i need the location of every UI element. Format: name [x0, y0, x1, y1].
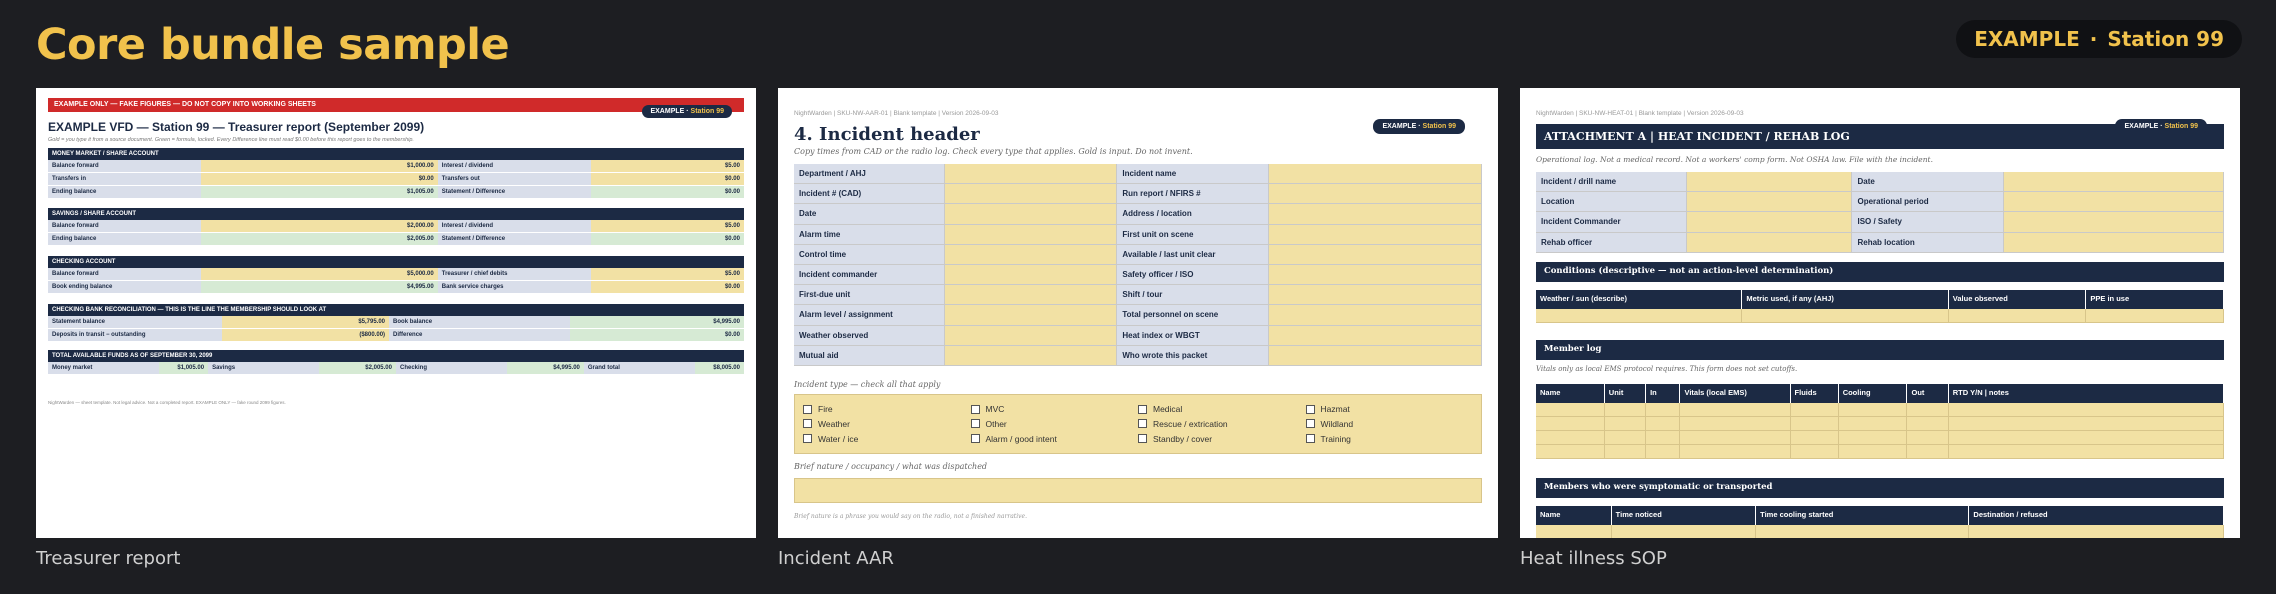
- field-label: Who wrote this packet: [1117, 346, 1268, 365]
- row-label: Book balance: [389, 316, 570, 328]
- checkbox[interactable]: [1306, 434, 1315, 443]
- ledger-row: [48, 329, 744, 342]
- field-label: Total personnel on scene: [1117, 305, 1268, 324]
- ledger-row: [48, 186, 744, 199]
- field-input[interactable]: [1269, 245, 1482, 264]
- field-label: ISO / Safety: [1852, 212, 2003, 231]
- section-header: TOTAL AVAILABLE FUNDS AS OF SEPTEMBER 30, 2099: [48, 350, 744, 362]
- symptomatic-table-header: [1536, 506, 2224, 525]
- field-input[interactable]: [945, 164, 1117, 183]
- field-label: Run report / NFIRS #: [1117, 184, 1268, 203]
- row-value[interactable]: $8,005.00: [695, 362, 744, 374]
- field-input[interactable]: [1269, 204, 1482, 223]
- preview-badge: EXAMPLE · Station 99: [2115, 119, 2207, 134]
- field-label: Incident # (CAD): [794, 184, 945, 203]
- row-label: Book ending balance: [48, 281, 201, 293]
- preview-badge: EXAMPLE · Station 99: [1373, 119, 1465, 134]
- field-input[interactable]: [1687, 233, 1852, 252]
- table-cell[interactable]: [1791, 445, 1839, 459]
- field-label: Location: [1536, 192, 1687, 211]
- field-input[interactable]: [1269, 346, 1482, 365]
- table-cell[interactable]: [1536, 309, 1742, 323]
- table-cell[interactable]: [1646, 417, 1680, 431]
- incident-type-option[interactable]: [803, 403, 971, 416]
- column-header: Destination / refused: [1969, 506, 2224, 525]
- table-cell[interactable]: [1949, 403, 2224, 417]
- checkbox-label: Medical: [1153, 404, 1183, 415]
- field-input[interactable]: [1269, 164, 1482, 183]
- column-header: Value observed: [1949, 290, 2087, 309]
- report-title: EXAMPLE VFD — Station 99 — Treasurer report (September 2099): [48, 120, 425, 134]
- field-label: Rehab officer: [1536, 233, 1687, 252]
- incident-type-option[interactable]: [971, 418, 1139, 431]
- table-cell[interactable]: [1907, 417, 1948, 431]
- badge-separator: ·: [2089, 27, 2098, 51]
- field-input[interactable]: [945, 305, 1117, 324]
- checkbox[interactable]: [1138, 405, 1147, 414]
- row-value[interactable]: $0.00: [570, 329, 744, 341]
- row-value[interactable]: $0.00: [591, 281, 744, 293]
- table-cell[interactable]: [1949, 417, 2224, 431]
- row-label: Transfers out: [438, 173, 591, 185]
- checkbox-label: Other: [985, 418, 1007, 429]
- account-section: [48, 208, 744, 246]
- row-value[interactable]: $2,000.00: [201, 220, 438, 232]
- row-value[interactable]: $0.00: [201, 173, 438, 185]
- incident-type-option[interactable]: [803, 418, 971, 431]
- brief-nature-field[interactable]: [794, 478, 1482, 503]
- info-row: [1536, 233, 2224, 253]
- row-value[interactable]: $5,795.00: [222, 316, 389, 328]
- table-cell[interactable]: [1839, 417, 1908, 431]
- checkbox-label: Alarm / good intent: [985, 433, 1057, 444]
- member-log-note: Vitals only as local EMS protocol requires. This form does not set cutoffs.: [1536, 365, 1798, 373]
- row-value[interactable]: $1,005.00: [159, 362, 208, 374]
- field-label: Alarm time: [794, 225, 945, 244]
- row-value[interactable]: $5.00: [591, 160, 744, 172]
- table-cell[interactable]: [1680, 445, 1790, 459]
- conditions-table-header: [1536, 290, 2224, 309]
- ledger-row: [48, 233, 744, 246]
- column-header: PPE in use: [2086, 290, 2224, 309]
- table-cell[interactable]: [1612, 525, 1756, 538]
- attachment-subtitle: Operational log. Not a medical record. Not a workers' comp form. Not OSHA law. File with the incident.: [1536, 155, 1933, 164]
- column-header: Fluids: [1791, 384, 1839, 403]
- field-input[interactable]: [1687, 172, 1852, 191]
- table-cell[interactable]: [1756, 525, 1969, 538]
- row-value[interactable]: $4,995.00: [201, 281, 438, 293]
- attachment-title: ATTACHMENT A | HEAT INCIDENT / REHAB LOG: [1536, 124, 2224, 149]
- ledger-row: [48, 173, 744, 186]
- account-section: [48, 148, 744, 199]
- field-input[interactable]: [1269, 184, 1482, 203]
- row-label: Money market: [48, 362, 159, 374]
- heat-illness-sop-preview[interactable]: [1520, 88, 2240, 538]
- table-cell[interactable]: [1839, 403, 1908, 417]
- field-label: Available / last unit clear: [1117, 245, 1268, 264]
- checkbox[interactable]: [971, 405, 980, 414]
- field-label: Operational period: [1852, 192, 2003, 211]
- warning-banner: EXAMPLE ONLY — FAKE FIGURES — DO NOT COPY INTO WORKING SHEETS: [48, 98, 744, 112]
- row-label: Interest / dividend: [438, 220, 591, 232]
- table-cell[interactable]: [1646, 403, 1680, 417]
- treasurer-report-preview[interactable]: [36, 88, 756, 538]
- table-cell[interactable]: [1791, 403, 1839, 417]
- checkbox-label: Water / ice: [818, 433, 859, 444]
- row-value[interactable]: $0.00: [591, 173, 744, 185]
- header-row: [794, 245, 1482, 265]
- info-row: [1536, 212, 2224, 232]
- column-header: In: [1646, 384, 1680, 403]
- column-header: RTD Y/N | notes: [1949, 384, 2224, 403]
- conditions-row[interactable]: [1536, 309, 2224, 323]
- field-label: First-due unit: [794, 285, 945, 304]
- field-input[interactable]: [2004, 192, 2224, 211]
- header-row: [794, 184, 1482, 204]
- ledger-row: [48, 316, 744, 329]
- table-cell[interactable]: [2086, 309, 2224, 323]
- incident-type-option[interactable]: [1138, 403, 1306, 416]
- section-header: CHECKING ACCOUNT: [48, 256, 744, 268]
- checkbox[interactable]: [1306, 405, 1315, 414]
- field-label: Date: [1852, 172, 2003, 191]
- field-input[interactable]: [1269, 285, 1482, 304]
- table-cell[interactable]: [1536, 417, 1605, 431]
- table-cell[interactable]: [1605, 431, 1646, 445]
- row-value[interactable]: $5,000.00: [201, 268, 438, 280]
- row-value[interactable]: $5.00: [591, 220, 744, 232]
- row-label: Interest / dividend: [438, 160, 591, 172]
- incident-type-option[interactable]: [971, 432, 1139, 445]
- row-value[interactable]: $4,995.00: [507, 362, 584, 374]
- incident-type-option[interactable]: [1138, 418, 1306, 431]
- ledger-row: [48, 220, 744, 233]
- table-cell[interactable]: [1907, 403, 1948, 417]
- table-row[interactable]: [1536, 431, 2224, 445]
- field-input[interactable]: [945, 265, 1117, 284]
- column-header: Unit: [1605, 384, 1646, 403]
- field-label: Safety officer / ISO: [1117, 265, 1268, 284]
- checkbox-label: Wildland: [1320, 418, 1354, 429]
- checkbox-label: Weather: [818, 418, 850, 429]
- row-label: Treasurer / chief debits: [438, 268, 591, 280]
- checkbox-label: Rescue / extrication: [1153, 418, 1228, 429]
- field-input[interactable]: [945, 245, 1117, 264]
- row-label: Transfers in: [48, 173, 201, 185]
- incident-type-option[interactable]: [803, 432, 971, 445]
- table-cell[interactable]: [1907, 431, 1948, 445]
- table-cell[interactable]: [1949, 445, 2224, 459]
- field-input[interactable]: [945, 326, 1117, 345]
- incident-type-option[interactable]: [971, 403, 1139, 416]
- table-cell[interactable]: [1680, 431, 1790, 445]
- row-label: Balance forward: [48, 268, 201, 280]
- symptomatic-row[interactable]: [1536, 525, 2224, 538]
- table-cell[interactable]: [1742, 309, 1948, 323]
- row-label: Statement / Difference: [438, 186, 591, 198]
- row-label: Grand total: [584, 362, 695, 374]
- column-header: Time cooling started: [1756, 506, 1969, 525]
- brief-nature-note: Brief nature is a phrase you would say on the radio, not a finished narrative.: [794, 513, 1027, 520]
- field-label: Incident Commander: [1536, 212, 1687, 231]
- column-header: Metric used, if any (AHJ): [1742, 290, 1948, 309]
- table-cell[interactable]: [1949, 309, 2087, 323]
- row-label: Ending balance: [48, 233, 201, 245]
- field-input[interactable]: [945, 285, 1117, 304]
- column-header: Vitals (local EMS): [1680, 384, 1790, 403]
- field-input[interactable]: [945, 184, 1117, 203]
- header-row: [794, 305, 1482, 325]
- incident-type-option[interactable]: [1306, 418, 1474, 431]
- ledger-row: [48, 160, 744, 173]
- caption-incident-aar: Incident AAR: [778, 548, 894, 569]
- row-value[interactable]: $0.00: [591, 233, 744, 245]
- row-label: Statement / Difference: [438, 233, 591, 245]
- row-value[interactable]: $1,000.00: [201, 160, 438, 172]
- field-label: Department / AHJ: [794, 164, 945, 183]
- field-label: Incident commander: [794, 265, 945, 284]
- page-title: Core bundle sample: [36, 20, 510, 70]
- table-cell[interactable]: [1791, 431, 1839, 445]
- column-header: Out: [1907, 384, 1948, 403]
- field-label: First unit on scene: [1117, 225, 1268, 244]
- report-subtitle: Gold = you type it from a source document. Green = formula, locked. Every Difference line must read $0.00 before this report goes to the membership.: [48, 137, 414, 143]
- incident-type-checklist: [794, 394, 1482, 454]
- report-footer: NightWarden — sheet template. Not legal advice. Not a completed report. EXAMPLE ONLY — fake round 2099 figures.: [48, 400, 286, 405]
- caption-heat-illness-sop: Heat illness SOP: [1520, 548, 1667, 569]
- row-label: Difference: [389, 329, 570, 341]
- ledger-row: [48, 362, 744, 375]
- account-section: [48, 256, 744, 294]
- table-cell[interactable]: [1536, 445, 1605, 459]
- field-input[interactable]: [1269, 265, 1482, 284]
- incident-type-option[interactable]: [1138, 432, 1306, 445]
- header-row: [794, 326, 1482, 346]
- incident-type-option[interactable]: [1306, 403, 1474, 416]
- section-header: CHECKING BANK RECONCILIATION — THIS IS THE LINE THE MEMBERSHIP SHOULD LOOK AT: [48, 304, 744, 316]
- section-header: MONEY MARKET / SHARE ACCOUNT: [48, 148, 744, 160]
- header-row: [794, 225, 1482, 245]
- row-label: Balance forward: [48, 160, 201, 172]
- preview-badge: EXAMPLE · Station 99: [642, 105, 732, 118]
- field-label: Mutual aid: [794, 346, 945, 365]
- ledger-row: [48, 268, 744, 281]
- brief-nature-label: Brief nature / occupancy / what was dispatched: [794, 462, 988, 471]
- section-header: SAVINGS / SHARE ACCOUNT: [48, 208, 744, 220]
- member-log-table-header: [1536, 384, 2224, 403]
- table-row[interactable]: [1536, 417, 2224, 431]
- table-cell[interactable]: [1536, 403, 1605, 417]
- header-row: [794, 265, 1482, 285]
- row-label: Deposits in transit − outstanding: [48, 329, 222, 341]
- table-cell[interactable]: [1605, 417, 1646, 431]
- column-header: Name: [1536, 384, 1605, 403]
- table-cell[interactable]: [1646, 445, 1680, 459]
- row-label: Balance forward: [48, 220, 201, 232]
- field-label: Rehab location: [1852, 233, 2003, 252]
- column-header: Name: [1536, 506, 1612, 525]
- checkbox-label: Fire: [818, 404, 833, 415]
- checkbox-label: MVC: [985, 404, 1005, 415]
- field-input[interactable]: [1687, 192, 1852, 211]
- table-cell[interactable]: [1680, 417, 1790, 431]
- checkbox-label: Standby / cover: [1153, 433, 1213, 444]
- checkbox[interactable]: [1138, 419, 1147, 428]
- field-label: Address / location: [1117, 204, 1268, 223]
- checkbox[interactable]: [803, 405, 812, 414]
- account-section: [48, 304, 744, 342]
- checkbox-label: Training: [1320, 433, 1351, 444]
- table-cell[interactable]: [1907, 445, 1948, 459]
- row-value[interactable]: $0.00: [591, 186, 744, 198]
- table-row[interactable]: [1536, 445, 2224, 459]
- table-cell[interactable]: [1605, 445, 1646, 459]
- doc-meta: NightWarden | SKU-NW-HEAT-01 | Blank template | Version 2026-09-03: [1536, 110, 1744, 117]
- row-label: Bank service charges: [438, 281, 591, 293]
- field-label: Shift / tour: [1117, 285, 1268, 304]
- table-cell[interactable]: [1839, 445, 1908, 459]
- field-input[interactable]: [945, 346, 1117, 365]
- table-cell[interactable]: [1680, 403, 1790, 417]
- field-input[interactable]: [2004, 233, 2224, 252]
- row-label: Ending balance: [48, 186, 201, 198]
- incident-header-grid: [794, 164, 1482, 366]
- row-value[interactable]: $2,005.00: [201, 233, 438, 245]
- header-row: [794, 346, 1482, 366]
- incident-type-label: Incident type — check all that apply: [794, 380, 941, 389]
- badge-station-label: Station 99: [2107, 27, 2224, 51]
- table-cell[interactable]: [1949, 431, 2224, 445]
- table-cell[interactable]: [1839, 431, 1908, 445]
- field-input[interactable]: [945, 225, 1117, 244]
- checkbox[interactable]: [1138, 434, 1147, 443]
- checkbox-label: Hazmat: [1320, 404, 1350, 415]
- field-input[interactable]: [945, 204, 1117, 223]
- table-cell[interactable]: [1969, 525, 2224, 538]
- field-label: Heat index or WBGT: [1117, 326, 1268, 345]
- section-title: 4. Incident header: [794, 124, 980, 145]
- checkbox[interactable]: [971, 434, 980, 443]
- row-label: Statement balance: [48, 316, 222, 328]
- row-value[interactable]: $5.00: [591, 268, 744, 280]
- header-row: [794, 285, 1482, 305]
- table-cell[interactable]: [1536, 525, 1612, 538]
- field-input[interactable]: [1269, 225, 1482, 244]
- account-section: [48, 350, 744, 375]
- checkbox[interactable]: [803, 419, 812, 428]
- row-label: Savings: [208, 362, 319, 374]
- info-row: [1536, 172, 2224, 192]
- doc-meta: NightWarden | SKU-NW-AAR-01 | Blank template | Version 2026-09-03: [794, 110, 999, 117]
- section-subtitle: Copy times from CAD or the radio log. Check every type that applies. Gold is input. Do not invent.: [794, 147, 1193, 156]
- table-row[interactable]: [1536, 403, 2224, 417]
- row-label: Checking: [396, 362, 507, 374]
- checkbox[interactable]: [1306, 419, 1315, 428]
- conditions-header: Conditions (descriptive — not an action-level determination): [1536, 262, 2224, 282]
- checkbox[interactable]: [803, 434, 812, 443]
- table-cell[interactable]: [1605, 403, 1646, 417]
- field-label: Incident name: [1117, 164, 1268, 183]
- symptomatic-header: Members who were symptomatic or transported: [1536, 478, 2224, 498]
- row-value[interactable]: $2,005.00: [319, 362, 396, 374]
- table-cell[interactable]: [1646, 431, 1680, 445]
- badge-example-label: EXAMPLE: [1974, 27, 2080, 51]
- caption-treasurer-report: Treasurer report: [36, 548, 181, 569]
- incident-info-grid: [1536, 172, 2224, 253]
- station-badge: [1956, 20, 2242, 58]
- field-label: Weather observed: [794, 326, 945, 345]
- field-input[interactable]: [1269, 305, 1482, 324]
- field-label: Control time: [794, 245, 945, 264]
- row-value[interactable]: $4,995.00: [570, 316, 744, 328]
- field-input[interactable]: [1269, 326, 1482, 345]
- header-row: [794, 204, 1482, 224]
- field-input[interactable]: [1687, 212, 1852, 231]
- row-value[interactable]: $1,005.00: [201, 186, 438, 198]
- table-cell[interactable]: [1791, 417, 1839, 431]
- column-header: Time noticed: [1612, 506, 1756, 525]
- table-cell[interactable]: [1536, 431, 1605, 445]
- header-row: [794, 164, 1482, 184]
- incident-type-option[interactable]: [1306, 432, 1474, 445]
- column-header: Cooling: [1839, 384, 1908, 403]
- field-label: Incident / drill name: [1536, 172, 1687, 191]
- field-input[interactable]: [2004, 212, 2224, 231]
- incident-aar-preview[interactable]: [778, 88, 1498, 538]
- field-label: Date: [794, 204, 945, 223]
- info-row: [1536, 192, 2224, 212]
- row-value[interactable]: ($800.00): [222, 329, 389, 341]
- ledger-row: [48, 281, 744, 294]
- field-input[interactable]: [2004, 172, 2224, 191]
- column-header: Weather / sun (describe): [1536, 290, 1742, 309]
- checkbox[interactable]: [971, 419, 980, 428]
- member-log-header: Member log: [1536, 340, 2224, 360]
- field-label: Alarm level / assignment: [794, 305, 945, 324]
